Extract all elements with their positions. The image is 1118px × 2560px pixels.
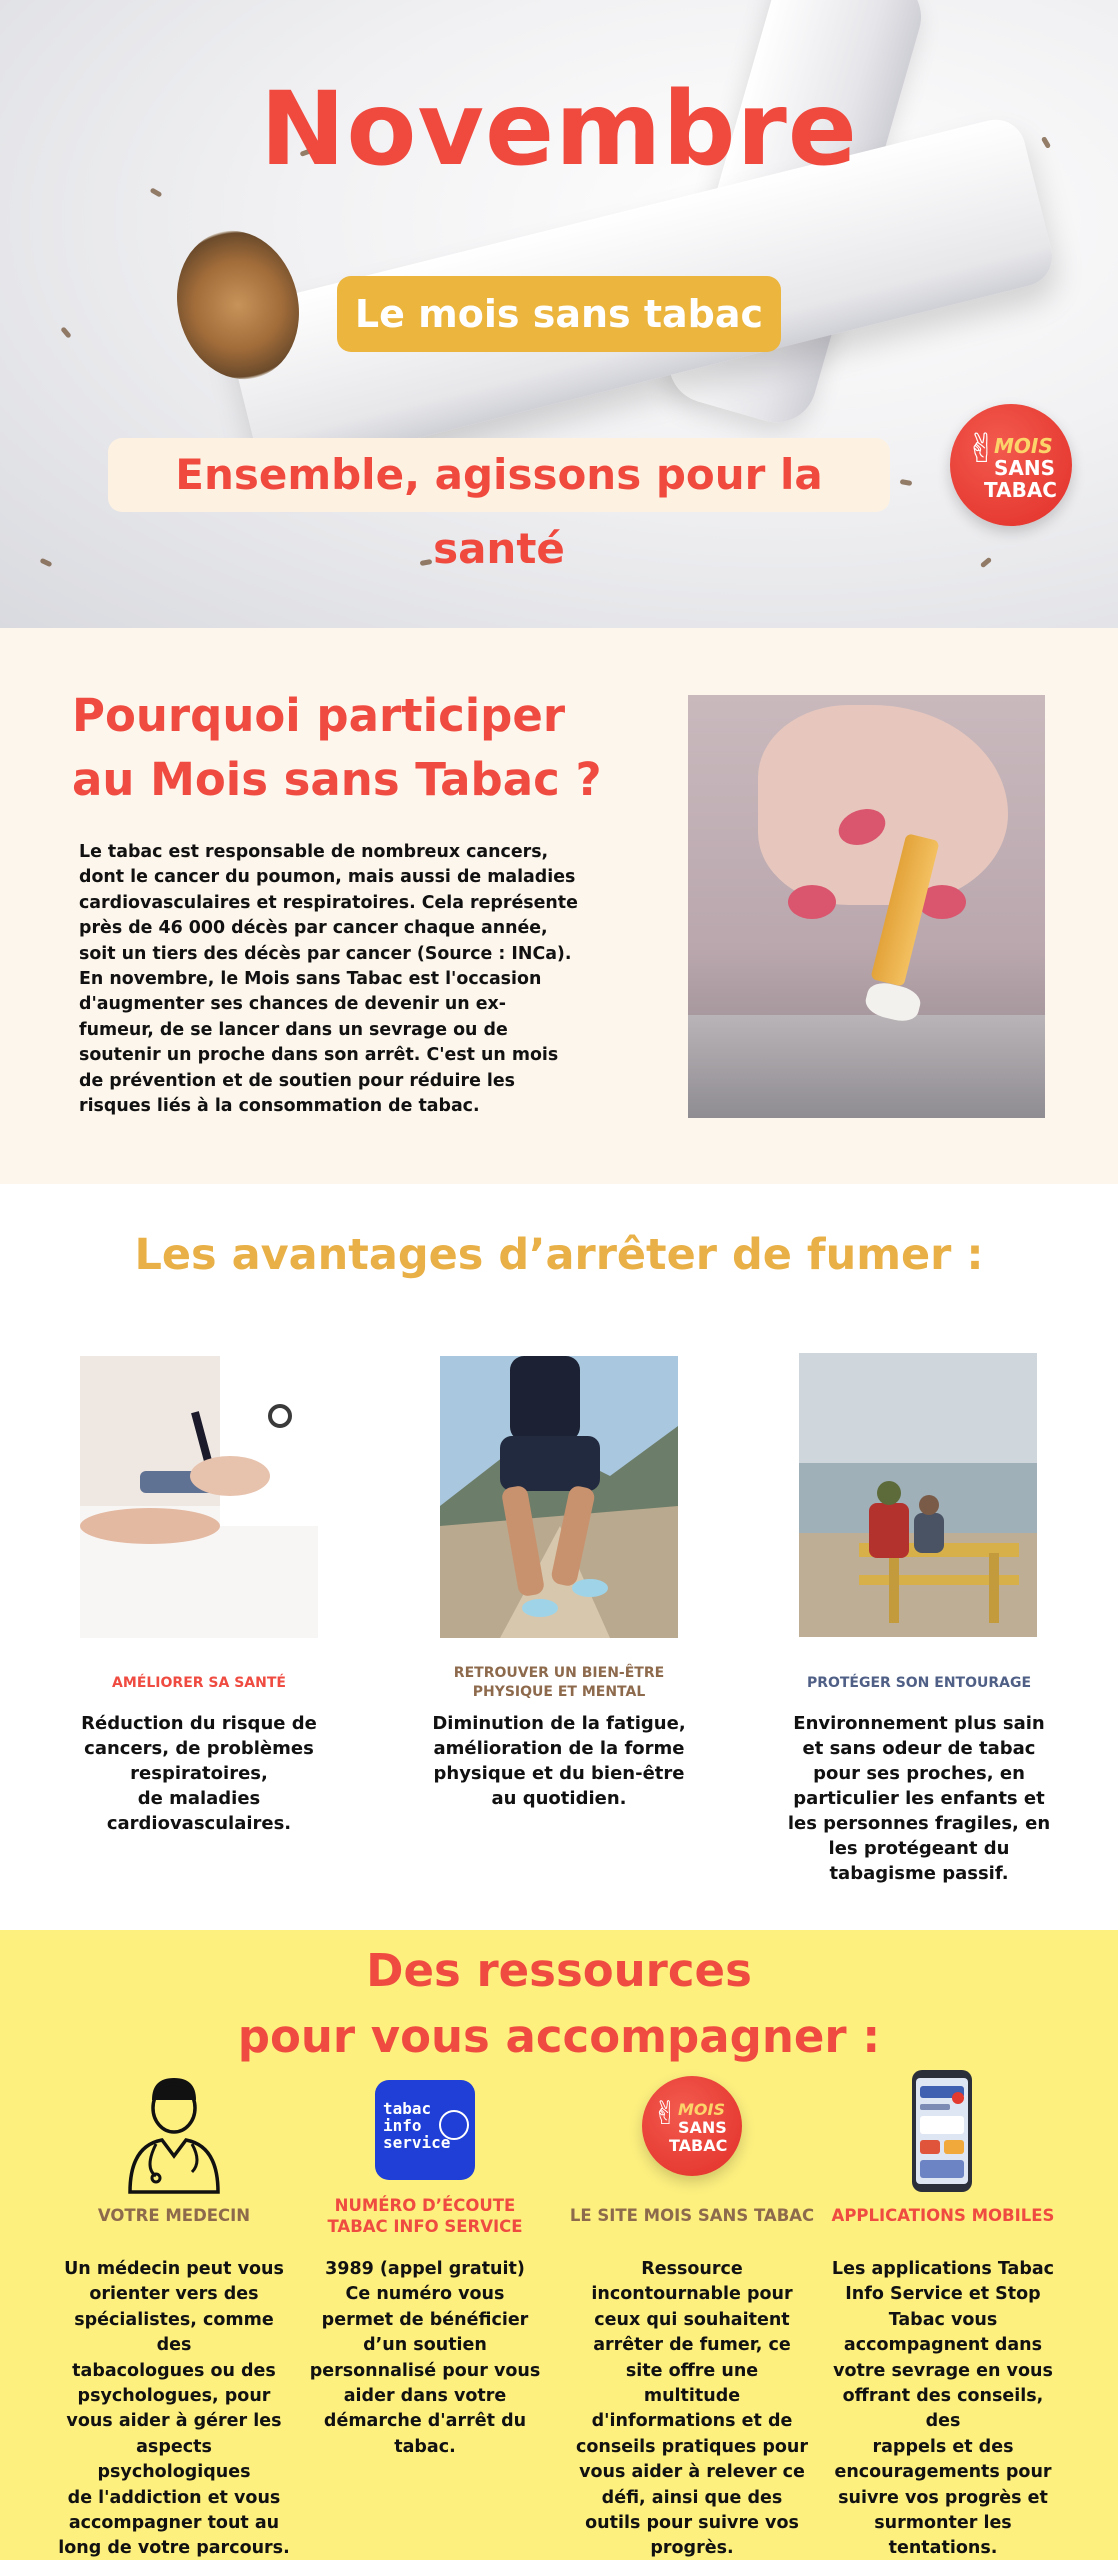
logo-text: MOIS — [678, 2100, 725, 2119]
hand-crushing-cigarette-photo — [688, 695, 1045, 1118]
resource-text: Ressource incontournable pour ceux qui souhaitent arrêter de fumer, ce site offre une multitude d'informations et de conseils pratiques pour vous aider à relever ce défi, ainsi que des outils pour suivre vos progrès. — [576, 2259, 808, 2559]
hero-banner — [0, 0, 1118, 628]
mois-sans-tabac-logo — [950, 404, 1072, 526]
why-heading: Pourquoi participer au Mois sans Tabac ? — [72, 689, 602, 806]
logo-text: SANS — [678, 2118, 727, 2137]
hero-subtitle: Le mois sans tabac — [337, 276, 781, 352]
hand-icon: ✌ — [965, 426, 999, 472]
logo-text: TABAC — [669, 2136, 728, 2155]
advantage-caption: RETROUVER UN BIEN-ÊTRE PHYSIQUE ET MENTAL — [453, 1665, 665, 1700]
advantages-section — [0, 1184, 1118, 1930]
resource-caption: APPLICATIONS MOBILES — [831, 2206, 1055, 2225]
advantage-caption: AMÉLIORER SA SANTÉ — [112, 1675, 286, 1691]
tobacco-flake — [60, 326, 72, 338]
doctor-consultation-photo — [80, 1356, 318, 1638]
resource-caption: NUMÉRO D’ÉCOUTE TABAC INFO SERVICE — [327, 2196, 523, 2236]
advantage-text: Réduction du risque de cancers, de problèmes respiratoires, de maladies cardiovasculaires. — [81, 1713, 317, 1834]
resources-section — [0, 1930, 1118, 2560]
tobacco-flake — [40, 558, 53, 568]
hand-icon: ✌ — [652, 2094, 679, 2132]
resource-text: Les applications Tabac Info Service et Stop Tabac vous accompagnent dans votre sevrage en vous offrant des conseils, des rappels et des encouragements pour suivre vos progrès et surmonter les tentations. — [831, 2259, 1055, 2559]
tabac-info-service-logo — [375, 2080, 475, 2180]
tis-logo-text: tabac info service — [383, 2099, 451, 2152]
resource-text: Un médecin peut vous orienter vers des spécialistes, comme des tabacologues ou des psychologues, pour vous aider à gérer les aspects psychologiques de l'addiction et vous accompagner tout au long de votre parcours. — [58, 2259, 290, 2559]
resources-heading: Des ressources pour vous accompagner : — [237, 1944, 881, 2063]
tobacco-flake — [900, 479, 913, 486]
logo-text: MOIS — [994, 434, 1053, 458]
advantages-heading: Les avantages d’arrêter de fumer : — [134, 1230, 984, 1280]
logo-text: SANS — [994, 456, 1056, 480]
logo-text: TABAC — [984, 478, 1057, 502]
hero-tagline: Ensemble, agissons pour la santé — [108, 438, 890, 512]
advantage-text: Diminution de la fatigue, amélioration de la forme physique et du bien-être au quotidien. — [432, 1713, 686, 1809]
advantage-caption: PROTÉGER SON ENTOURAGE — [806, 1675, 1032, 1691]
resource-text: 3989 (appel gratuit) Ce numéro vous permet de bénéficier d’un soutien personnalisé pour vous aider dans votre démarche d'arrêt du tabac. — [309, 2259, 541, 2457]
why-participate-section — [0, 628, 1118, 1184]
family-beach-photo — [799, 1353, 1037, 1637]
resource-caption: VOTRE MEDECIN — [97, 2206, 251, 2225]
speech-bubble-icon — [439, 2110, 469, 2140]
hero-title: Novembre — [260, 70, 858, 189]
tobacco-flake — [420, 559, 433, 566]
runner-photo — [440, 1356, 678, 1638]
why-body: Le tabac est responsable de nombreux cancers, dont le cancer du poumon, mais aussi de maladies cardiovasculaires et respiratoires. Cela représente près de 46 000 décès par cancer chaque année, soit un tiers des décès par cancer (Source : INCa). En novembre, le Mois sans Tabac est l'occasion d'augmenter ses chances de devenir un ex-fumeur, de se lancer dans un sevrage ou de soutenir un proche dans son arrêt. C'est un mois de prévention et de soutien pour réduire les risques liés à la consommation de tabac. — [79, 842, 578, 1117]
doctor-icon — [122, 2072, 226, 2198]
mois-sans-tabac-logo — [642, 2076, 742, 2176]
smartphone-icon — [910, 2068, 974, 2198]
resource-caption: LE SITE MOIS SANS TABAC — [569, 2206, 815, 2225]
advantage-text: Environnement plus sain et sans odeur de tabac pour ses proches, en particulier les enfants et les personnes fragiles, en les protégeant du tabagisme passif. — [787, 1713, 1051, 1884]
tobacco-flake — [980, 557, 992, 569]
